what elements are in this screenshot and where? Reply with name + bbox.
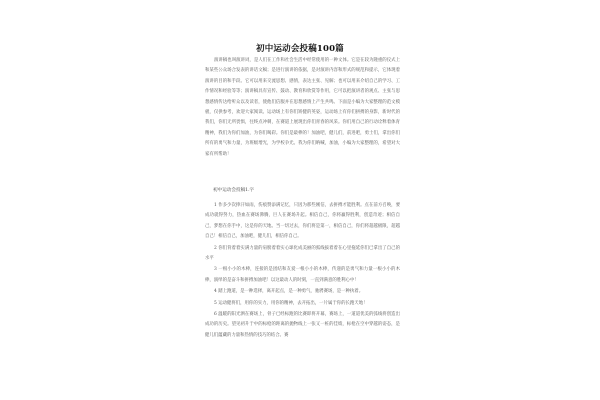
section-heading: 初中运动会投稿1.字 <box>213 188 255 193</box>
entry-paragraph: 5 运动健将们，用你的实力，用你的精神，去开拓出，一片属于你的长跑天地！ <box>214 300 368 306</box>
intro-paragraph: 演讲稿也叫演讲词，是人们在工作和社会生活中经常使用的一种文体。它是在较为隆重的仪式上和某些公众场合发表的讲话文稿；是进行演讲的依据，是对演讲内容和形式的规范和提示，它体现着演讲的目的和手段。它可以用来交流思想、感情，表达主张、见解；也可以用来介绍自己的学习、工作情况和经验等等；演讲稿具有宣传、鼓动、教育和欣赏等作用，它可以把演讲者的观点、主张与思想感情传达给听众以及读者，使他们信服并在思想感情上产生共鸣。下面是小编为大家整理的范文模板，仅供参考，欢迎大家阅读。运动场上有你们矫健的英姿，运动场上有你们拼搏的身影，新时代的我们，你们无所畏惧，往终点冲刺，在赛道上展现出你们青春的风采。你们用自己的行动诠释着体育精神，我们为你们加油，为你们喝彩。你们是最棒的！加油吧，健儿们，前进吧，勇士们，拿出你们所有的勇气和力量，为班级增光，为学校争光。我为你们呐喊，加油，小编为大家整理的，希望对大家有所帮助！ <box>205 58 400 157</box>
entry-paragraph: 4 踏上跑道，是一种选择，离开起点，是一种勇气，驰骋赛场，是一种执着。 <box>214 289 364 295</box>
entry-paragraph: 1 作多少次摔汗如雨，伤痕赞添满记忆，只因为那些刚信，去拼搏才能胜利。点在前方召唤，要成功就得努力，热血在赛场沸腾，巨人在赛场升起。相信自己，你将赢得胜利，创造奇迹；相信自己，梦想在你手中，这是你的天地。当一切过去，你们将是第一，相信自己，你们将超越极限，超越自己！相信自己，加油吧，健儿们，相信你自己。 <box>205 203 400 240</box>
entry-paragraph: 3 一根小小的木棒，连接的是团结和友爱一根小小的木棒，传递的是勇气和力量一根小小的木棒，演绎的是奋斗和拼搏加油吧！以这最动人的时刻，一直到满意的胜利心中！ <box>205 267 400 283</box>
document-title: 初中运动会投稿100篇 <box>256 44 344 54</box>
section-body <box>205 201 400 399</box>
entry-paragraph: 6 温暖的阳光洒在赛场上，骨子已经标跑的比赛即将开幕，赛场上，一道道优美的弧线将创造出成功的历史。望见初升于中的标枪的距离的抛物线上一张又一桩的佳绩，标枪在空中穿越的姿态，是健儿们蕴藏的力量和热情的技巧的结合。赛 <box>205 312 400 338</box>
entry-paragraph: 2 你们背着着实满力量的肩膀着着实心球化成美丽的弧线拔着着在心里拖延你们已拿出了自己的水平 <box>205 245 400 262</box>
